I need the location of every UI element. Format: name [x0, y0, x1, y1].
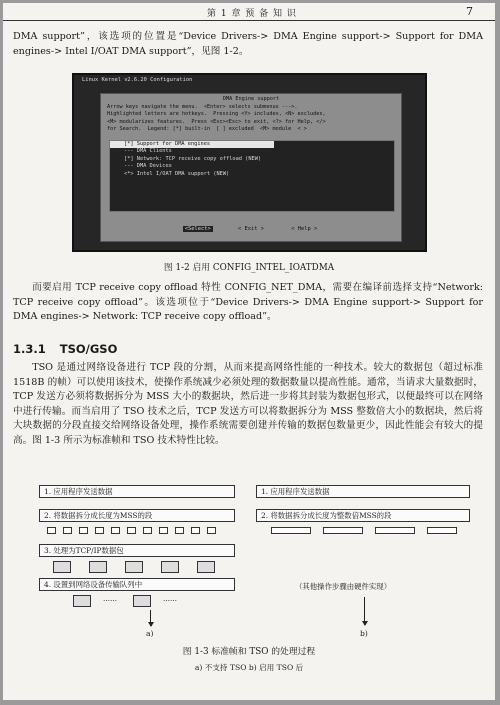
mss-segment — [79, 527, 88, 534]
book-page — [3, 3, 495, 700]
left-step-1: 1. 应用程序发送数据 — [39, 485, 235, 498]
tcpip-packet — [197, 561, 215, 573]
mss-segment — [127, 527, 136, 534]
queued-packet — [73, 595, 91, 607]
figure-1-3 — [3, 3, 495, 700]
menu-item-dma-engines[interactable]: [*] Support for DMA engines — [110, 141, 274, 148]
section-title: TSO/GSO — [59, 342, 118, 356]
chapter-title: 第 1 章 预 备 知 识 — [207, 9, 297, 19]
down-arrow-icon — [364, 597, 365, 625]
figure-1-2-caption: 图 1-2 启用 CONFIG_INTEL_IOATDMA — [163, 263, 335, 273]
left-step-2: 2. 将数据拆分成长度为MSS的段 — [39, 509, 235, 522]
mss-segment — [143, 527, 152, 534]
label-b: b) — [360, 629, 368, 638]
tcpip-packet — [89, 561, 107, 573]
help-line: for Search. Legend: [*] built-in [ ] excluded <M> module < > — [107, 126, 307, 133]
help-line: Arrow keys navigate the menu. <Enter> selects submenus --->. — [107, 104, 298, 110]
mss-segment — [63, 527, 72, 534]
mss-segment — [95, 527, 104, 534]
ellipsis: …… — [103, 595, 117, 603]
left-step-4: 4. 设置到网络设备传输队列中 — [39, 578, 235, 591]
tso-segment — [323, 527, 363, 534]
mss-segment — [207, 527, 216, 534]
intro-paragraph: DMA support”，该选项的位置是“Device Drivers-> DMA Engine support-> Support for DMA engines-> Intel I/OAT DMA support”，见图 1-2。 — [13, 31, 483, 57]
hardware-note: （其他操作步骤由硬件实现） — [295, 582, 392, 591]
mss-segment — [159, 527, 168, 534]
section-number: 1.3.1 — [13, 342, 46, 356]
tcpip-packet — [53, 561, 71, 573]
page-number: 7 — [466, 5, 473, 18]
select-button[interactable]: <Select> — [184, 226, 211, 232]
figure-1-3-subcaption: a) 不支持 TSO b) 启用 TSO 后 — [194, 663, 304, 672]
mss-segment — [111, 527, 120, 534]
tso-segment — [375, 527, 415, 534]
left-step-3: 3. 处理为TCP/IP数据包 — [39, 544, 235, 557]
queued-packet — [133, 595, 151, 607]
tso-segment — [427, 527, 457, 534]
right-step-1: 1. 应用程序发送数据 — [256, 485, 470, 498]
tcpip-packet — [161, 561, 179, 573]
terminal-title: Linux Kernel v2.6.20 Configuration — [82, 77, 193, 83]
help-line: <M> modularizes features. Press <Esc><Esc> to exit, <?> for Help, </> — [107, 118, 326, 125]
figure-1-3-caption: 图 1-3 标准帧和 TSO 的处理过程 — [182, 647, 316, 657]
menu-item-tcp-copy-offload[interactable]: [*] Network: TCP receive copy offload (NEW) — [124, 155, 262, 162]
down-arrow-icon — [150, 610, 151, 626]
help-button[interactable]: < Help > — [291, 226, 318, 232]
menu-item-dma-devices[interactable]: --- DMA Devices — [124, 163, 172, 170]
tso-segment — [271, 527, 311, 534]
exit-button[interactable]: < Exit > — [238, 226, 264, 232]
paragraph-3: TSO 是通过网络设备进行 TCP 段的分割，从而来提高网络性能的一种技术。较大的数据包（超过标准 1518B 的帧）可以使用该技术，使操作系统减少必须处理的数据数量以提高性能。通常，当请求大量数据时，TCP 发送方必须将数据拆分为 MSS 大小的数据块，然后进一步将其封装为数据包形式，以便最终可以在网络中进行传输。而当启用了 TSO 技术之后，TCP 发送方可以将数据拆分为 MSS 整数倍大小的数据块，然后将大块数据的分段直接交给网络设备处理，操作系统需要创建并传输的数据包数量更少，因此性能会有较大的提高。图 1-3 所示为标准帧和 TSO 技术特性比较。 — [13, 362, 483, 446]
menu-item-ioat-dma[interactable]: <*> Intel I/OAT DMA support (NEW) — [124, 170, 230, 177]
help-line: Highlighted letters are hotkeys. Pressing <Y> includes, <N> excludes, — [107, 111, 326, 118]
mss-segment — [175, 527, 184, 534]
mss-segment — [191, 527, 200, 534]
mss-segment — [47, 527, 56, 534]
right-step-2: 2. 将数据拆分成长度为整数倍MSS的段 — [256, 509, 470, 522]
label-a: a) — [146, 629, 154, 638]
tcpip-packet — [125, 561, 143, 573]
ellipsis: …… — [163, 595, 177, 603]
panel-title: DMA Engine support — [222, 96, 280, 102]
menu-item-dma-clients[interactable]: --- DMA Clients — [124, 148, 172, 155]
paragraph-2: 而要启用 TCP receive copy offload 特性 CONFIG_NET_DMA，需要在编译前选择支持“Network: TCP receive copy offload”。该选项位于“Device Drivers-> DMA Engine support-> Support for DMA engines-> Network: TCP receive copy offload”。 — [13, 282, 483, 323]
